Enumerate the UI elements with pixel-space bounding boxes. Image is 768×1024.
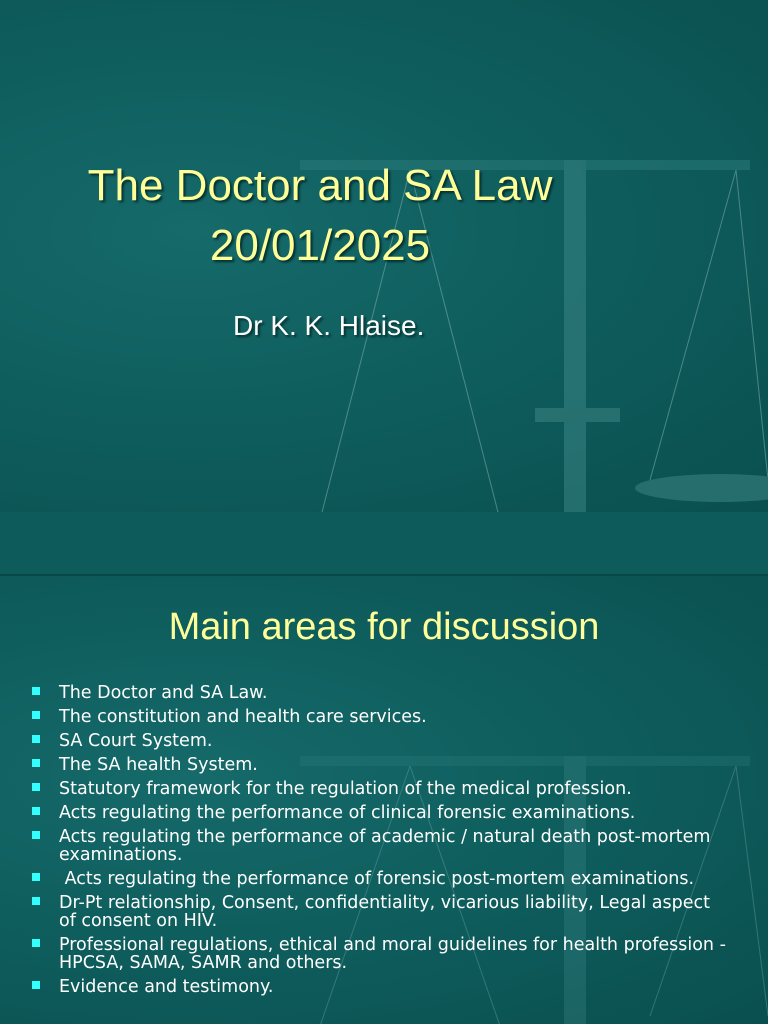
list-item (30, 780, 730, 798)
list-item-text: Acts regulating the performance of forensic post-mortem examinations. (59, 869, 695, 889)
list-item (30, 894, 730, 930)
list-item-text: Statutory framework for the regulation of the medical profession. (59, 779, 632, 799)
square-bullet-icon (32, 687, 40, 695)
square-bullet-icon (32, 939, 40, 947)
list-item (30, 708, 730, 726)
list-item (30, 684, 730, 702)
author-name: Dr K. K. Hlaise. (233, 310, 425, 341)
square-bullet-icon (32, 981, 40, 989)
list-item-text: The SA health System. (59, 755, 258, 775)
list-item (30, 870, 730, 888)
list-item (30, 978, 730, 996)
square-bullet-icon (32, 873, 40, 881)
list-item (30, 756, 730, 774)
section-heading: Main areas for discussion (168, 606, 600, 648)
list-item (30, 828, 730, 864)
list-item-text: Acts regulating the performance of clinical forensic examinations. (59, 803, 636, 823)
slide-title-line-2: 20/01/2025 (209, 221, 431, 270)
list-item (30, 804, 730, 822)
list-item (30, 732, 730, 750)
discussion-topics-list (30, 684, 730, 1002)
square-bullet-icon (32, 759, 40, 767)
list-item-text: The constitution and health care services. (59, 707, 427, 727)
list-item-text: Evidence and testimony. (59, 977, 274, 997)
list-item-text: SA Court System. (59, 731, 213, 751)
list-item-text: Acts regulating the performance of academic / natural death post-mortem examinations. (59, 827, 711, 865)
square-bullet-icon (32, 807, 40, 815)
square-bullet-icon (32, 897, 40, 905)
list-item-text: The Doctor and SA Law. (59, 683, 268, 703)
slide-title-line-1: The Doctor and SA Law (87, 161, 553, 210)
list-item (30, 936, 730, 972)
list-item-text: Professional regulations, ethical and moral guidelines for health profession - HPCSA, SAMA, SAMR and others. (59, 935, 726, 973)
list-item-text: Dr-Pt relationship, Consent, confidentiality, vicarious liability, Legal aspect of consent on HIV. (59, 893, 710, 931)
square-bullet-icon (32, 783, 40, 791)
square-bullet-icon (32, 831, 40, 839)
square-bullet-icon (32, 735, 40, 743)
square-bullet-icon (32, 711, 40, 719)
